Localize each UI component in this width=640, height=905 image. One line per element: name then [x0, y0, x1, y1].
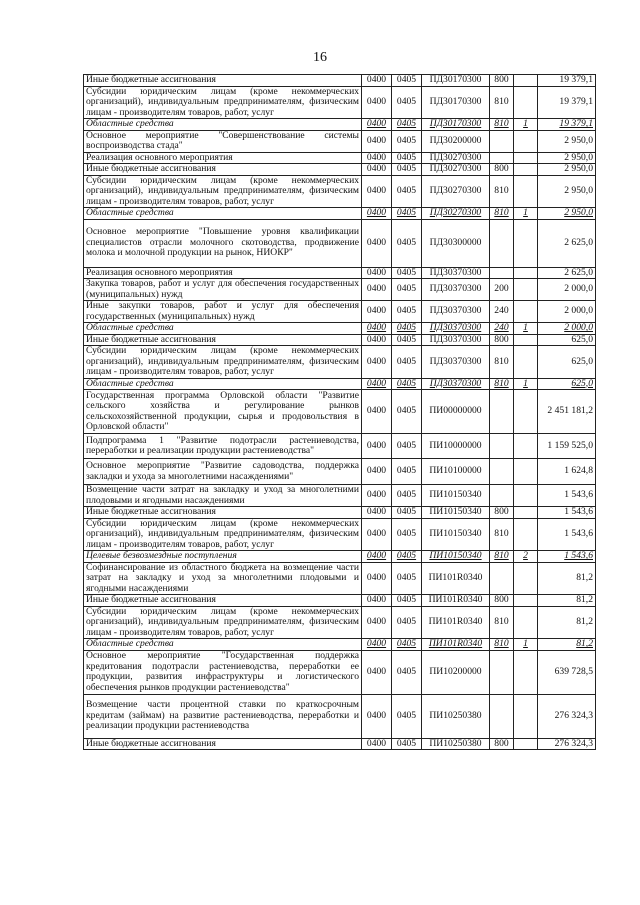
subsection-code: 0405 — [392, 119, 422, 131]
funding-source-code — [514, 267, 538, 279]
target-article-code: ПИ101R0340 — [422, 562, 490, 595]
section-code: 0400 — [362, 267, 392, 279]
expense-type-code: 800 — [490, 595, 514, 607]
amount: 1 543,6 — [538, 551, 596, 563]
target-article-code: ПД30370300 — [422, 334, 490, 346]
subsection-code: 0405 — [392, 334, 422, 346]
section-code: 0400 — [362, 518, 392, 551]
funding-source-code — [514, 219, 538, 267]
amount: 1 159 525,0 — [538, 434, 596, 459]
amount: 2 950,0 — [538, 164, 596, 176]
subsection-code: 0405 — [392, 346, 422, 379]
subsection-code: 0405 — [392, 152, 422, 164]
section-code: 0400 — [362, 75, 392, 87]
row-description: Основное мероприятие "Повышение уровня квалификации специалистов отрасли молочного скотоводства, продвижение молока и молочной продукции на рынок, НИОКР" — [84, 219, 362, 267]
funding-source-code — [514, 595, 538, 607]
section-code: 0400 — [362, 485, 392, 507]
funding-source-code: 1 — [514, 119, 538, 131]
subsection-code: 0405 — [392, 485, 422, 507]
section-code: 0400 — [362, 334, 392, 346]
expense-type-code: 810 — [490, 175, 514, 208]
target-article-code: ПИ10150340 — [422, 551, 490, 563]
subsection-code: 0405 — [392, 595, 422, 607]
amount: 2 950,0 — [538, 208, 596, 220]
section-code: 0400 — [362, 738, 392, 750]
subsection-code: 0405 — [392, 639, 422, 651]
row-description: Реализация основного мероприятия — [84, 267, 362, 279]
amount: 81,2 — [538, 639, 596, 651]
row-description: Иные бюджетные ассигнования — [84, 334, 362, 346]
row-description: Иные бюджетные ассигнования — [84, 507, 362, 519]
subsection-code: 0405 — [392, 219, 422, 267]
row-description: Софинансирование из областного бюджета на возмещение части затрат на закладку и уход за многолетними плодовыми и ягодными насаждениями — [84, 562, 362, 595]
target-article-code: ПИ10100000 — [422, 459, 490, 485]
amount: 2 000,0 — [538, 301, 596, 323]
subsection-code: 0405 — [392, 562, 422, 595]
subsection-code: 0405 — [392, 130, 422, 152]
amount: 1 624,8 — [538, 459, 596, 485]
row-description: Государственная программа Орловской области "Развитие сельского хозяйства и регулирование рынков сельскохозяйственной продукции, сырья и продовольствия в Орловской области" — [84, 390, 362, 434]
funding-source-code: 1 — [514, 639, 538, 651]
subsection-code: 0405 — [392, 208, 422, 220]
row-description: Иные закупки товаров, работ и услуг для обеспечения государственных (муниципальных) нужд — [84, 301, 362, 323]
amount: 276 324,3 — [538, 738, 596, 750]
amount: 2 000,0 — [538, 323, 596, 335]
funding-source-code — [514, 75, 538, 87]
subsection-code: 0405 — [392, 279, 422, 301]
page-number: 16 — [313, 50, 327, 65]
table-row — [84, 606, 596, 639]
target-article-code: ПИ101R0340 — [422, 595, 490, 607]
section-code: 0400 — [362, 551, 392, 563]
funding-source-code — [514, 459, 538, 485]
table-row — [84, 301, 596, 323]
row-description: Субсидии юридическим лицам (кроме некоммерческих организаций), индивидуальным предпринимателям, физическим лицам - производителям товаров, работ, услуг — [84, 518, 362, 551]
section-code: 0400 — [362, 434, 392, 459]
expense-type-code: 810 — [490, 551, 514, 563]
target-article-code: ПД30200000 — [422, 130, 490, 152]
section-code: 0400 — [362, 346, 392, 379]
expense-type-code: 200 — [490, 279, 514, 301]
amount: 81,2 — [538, 606, 596, 639]
expense-type-code — [490, 650, 514, 694]
section-code: 0400 — [362, 507, 392, 519]
table-row — [84, 152, 596, 164]
row-description: Закупка товаров, работ и услуг для обеспечения государственных (муниципальных) нужд — [84, 279, 362, 301]
amount: 19 379,1 — [538, 86, 596, 119]
subsection-code: 0405 — [392, 301, 422, 323]
section-code: 0400 — [362, 86, 392, 119]
section-code: 0400 — [362, 208, 392, 220]
target-article-code: ПД30270300 — [422, 164, 490, 176]
amount: 2 625,0 — [538, 267, 596, 279]
funding-source-code — [514, 346, 538, 379]
target-article-code: ПД30370300 — [422, 267, 490, 279]
table-row — [84, 551, 596, 563]
target-article-code: ПД30300000 — [422, 219, 490, 267]
subsection-code: 0405 — [392, 738, 422, 750]
expense-type-code: 810 — [490, 119, 514, 131]
subsection-code: 0405 — [392, 694, 422, 738]
table-row — [84, 507, 596, 519]
expense-type-code: 810 — [490, 86, 514, 119]
section-code: 0400 — [362, 694, 392, 738]
expense-type-code: 810 — [490, 639, 514, 651]
funding-source-code — [514, 334, 538, 346]
target-article-code: ПИ10000000 — [422, 434, 490, 459]
table-row — [84, 119, 596, 131]
section-code: 0400 — [362, 164, 392, 176]
amount: 625,0 — [538, 346, 596, 379]
row-description: Реализация основного мероприятия — [84, 152, 362, 164]
row-description: Возмещение части затрат на закладку и уход за многолетними плодовыми и ягодными насаждениями — [84, 485, 362, 507]
table-row — [84, 86, 596, 119]
table-row — [84, 485, 596, 507]
amount: 2 950,0 — [538, 175, 596, 208]
row-description: Основное мероприятие "Развитие садоводства, поддержка закладки и ухода за многолетними насаждениями" — [84, 459, 362, 485]
table-row — [84, 595, 596, 607]
section-code: 0400 — [362, 130, 392, 152]
section-code: 0400 — [362, 279, 392, 301]
table-row — [84, 738, 596, 750]
target-article-code: ПИ10250380 — [422, 694, 490, 738]
section-code: 0400 — [362, 119, 392, 131]
section-code: 0400 — [362, 152, 392, 164]
section-code: 0400 — [362, 595, 392, 607]
target-article-code: ПД30170300 — [422, 86, 490, 119]
expense-type-code: 810 — [490, 606, 514, 639]
expense-type-code: 800 — [490, 738, 514, 750]
expense-type-code — [490, 267, 514, 279]
subsection-code: 0405 — [392, 518, 422, 551]
subsection-code: 0405 — [392, 390, 422, 434]
section-code: 0400 — [362, 459, 392, 485]
expense-type-code — [490, 694, 514, 738]
expense-type-code: 810 — [490, 518, 514, 551]
expense-type-code: 800 — [490, 334, 514, 346]
target-article-code: ПИ00000000 — [422, 390, 490, 434]
section-code: 0400 — [362, 639, 392, 651]
expense-type-code — [490, 390, 514, 434]
row-description: Областные средства — [84, 119, 362, 131]
row-description: Целевые безвозмездные поступления — [84, 551, 362, 563]
funding-source-code — [514, 738, 538, 750]
funding-source-code: 2 — [514, 551, 538, 563]
amount: 2 625,0 — [538, 219, 596, 267]
table-row — [84, 175, 596, 208]
section-code: 0400 — [362, 390, 392, 434]
table-row — [84, 390, 596, 434]
funding-source-code — [514, 301, 538, 323]
funding-source-code — [514, 390, 538, 434]
target-article-code: ПИ10150340 — [422, 518, 490, 551]
row-description: Субсидии юридическим лицам (кроме некоммерческих организаций), индивидуальным предпринимателям, физическим лицам - производителям товаров, работ, услуг — [84, 606, 362, 639]
amount: 2 000,0 — [538, 279, 596, 301]
subsection-code: 0405 — [392, 507, 422, 519]
subsection-code: 0405 — [392, 175, 422, 208]
row-description: Возмещение части процентной ставки по краткосрочным кредитам (займам) на развитие растениеводства, переработки и реализации продукции растениеводства — [84, 694, 362, 738]
table-row — [84, 219, 596, 267]
row-description: Субсидии юридическим лицам (кроме некоммерческих организаций), индивидуальным предпринимателям, физическим лицам - производителям товаров, работ, услуг — [84, 346, 362, 379]
target-article-code: ПИ10200000 — [422, 650, 490, 694]
target-article-code: ПД30370300 — [422, 378, 490, 390]
amount: 625,0 — [538, 378, 596, 390]
funding-source-code: 1 — [514, 323, 538, 335]
target-article-code: ПД30370300 — [422, 279, 490, 301]
expense-type-code — [490, 130, 514, 152]
table-row — [84, 650, 596, 694]
section-code: 0400 — [362, 219, 392, 267]
table-row — [84, 130, 596, 152]
target-article-code: ПД30370300 — [422, 323, 490, 335]
table-row — [84, 346, 596, 379]
funding-source-code — [514, 606, 538, 639]
row-description: Субсидии юридическим лицам (кроме некоммерческих организаций), индивидуальным предпринимателям, физическим лицам - производителям товаров, работ, услуг — [84, 86, 362, 119]
subsection-code: 0405 — [392, 267, 422, 279]
funding-source-code — [514, 86, 538, 119]
target-article-code: ПД30270300 — [422, 208, 490, 220]
expense-type-code: 810 — [490, 208, 514, 220]
subsection-code: 0405 — [392, 434, 422, 459]
row-description: Основное мероприятие "Государственная поддержка кредитования подотрасли растениеводства, переработки ее продукции, развития инфраструктуры и логистического обеспечения рынков продукции растениеводства" — [84, 650, 362, 694]
table-row — [84, 378, 596, 390]
table-row — [84, 694, 596, 738]
table-row — [84, 334, 596, 346]
table-row — [84, 639, 596, 651]
table-row — [84, 434, 596, 459]
funding-source-code — [514, 518, 538, 551]
target-article-code: ПД30270300 — [422, 152, 490, 164]
amount: 2 451 181,2 — [538, 390, 596, 434]
amount: 19 379,1 — [538, 75, 596, 87]
expense-type-code: 800 — [490, 507, 514, 519]
expense-type-code: 240 — [490, 323, 514, 335]
row-description: Областные средства — [84, 323, 362, 335]
section-code: 0400 — [362, 606, 392, 639]
row-description: Иные бюджетные ассигнования — [84, 738, 362, 750]
row-description: Основное мероприятие "Совершенствование системы воспроизводства стада" — [84, 130, 362, 152]
amount: 1 543,6 — [538, 518, 596, 551]
subsection-code: 0405 — [392, 75, 422, 87]
subsection-code: 0405 — [392, 378, 422, 390]
table-body — [84, 75, 596, 750]
expense-type-code — [490, 485, 514, 507]
table-row — [84, 279, 596, 301]
table-row — [84, 208, 596, 220]
row-description: Областные средства — [84, 208, 362, 220]
subsection-code: 0405 — [392, 164, 422, 176]
amount: 81,2 — [538, 595, 596, 607]
expense-type-code — [490, 562, 514, 595]
target-article-code: ПИ10150340 — [422, 507, 490, 519]
amount: 276 324,3 — [538, 694, 596, 738]
expense-type-code: 810 — [490, 378, 514, 390]
expense-type-code: 800 — [490, 164, 514, 176]
funding-source-code — [514, 507, 538, 519]
table-row — [84, 562, 596, 595]
subsection-code: 0405 — [392, 86, 422, 119]
section-code: 0400 — [362, 378, 392, 390]
row-description: Областные средства — [84, 639, 362, 651]
target-article-code: ПИ10150340 — [422, 485, 490, 507]
row-description: Иные бюджетные ассигнования — [84, 75, 362, 87]
target-article-code: ПИ101R0340 — [422, 639, 490, 651]
table-row — [84, 267, 596, 279]
row-description: Областные средства — [84, 378, 362, 390]
subsection-code: 0405 — [392, 650, 422, 694]
expense-type-code: 810 — [490, 346, 514, 379]
expense-type-code: 240 — [490, 301, 514, 323]
table-row — [84, 459, 596, 485]
funding-source-code — [514, 694, 538, 738]
amount: 2 950,0 — [538, 130, 596, 152]
section-code: 0400 — [362, 175, 392, 208]
subsection-code: 0405 — [392, 551, 422, 563]
row-description: Субсидии юридическим лицам (кроме некоммерческих организаций), индивидуальным предпринимателям, физическим лицам - производителям товаров, работ, услуг — [84, 175, 362, 208]
target-article-code: ПИ101R0340 — [422, 606, 490, 639]
funding-source-code: 1 — [514, 378, 538, 390]
subsection-code: 0405 — [392, 323, 422, 335]
section-code: 0400 — [362, 562, 392, 595]
amount: 19 379,1 — [538, 119, 596, 131]
funding-source-code — [514, 434, 538, 459]
expense-type-code — [490, 434, 514, 459]
row-description: Подпрограмма 1 "Развитие подотрасли растениеводства, переработки и реализации продукции растениеводства" — [84, 434, 362, 459]
section-code: 0400 — [362, 650, 392, 694]
expense-type-code — [490, 219, 514, 267]
table-row — [84, 164, 596, 176]
funding-source-code — [514, 152, 538, 164]
table-row — [84, 323, 596, 335]
funding-source-code — [514, 279, 538, 301]
row-description: Иные бюджетные ассигнования — [84, 164, 362, 176]
funding-source-code — [514, 485, 538, 507]
amount: 81,2 — [538, 562, 596, 595]
amount: 1 543,6 — [538, 507, 596, 519]
target-article-code: ПД30270300 — [422, 175, 490, 208]
funding-source-code: 1 — [514, 208, 538, 220]
target-article-code: ПД30370300 — [422, 346, 490, 379]
amount: 1 543,6 — [538, 485, 596, 507]
funding-source-code — [514, 130, 538, 152]
table-row — [84, 518, 596, 551]
expense-type-code: 800 — [490, 75, 514, 87]
row-description: Иные бюджетные ассигнования — [84, 595, 362, 607]
budget-table — [83, 74, 596, 750]
section-code: 0400 — [362, 301, 392, 323]
subsection-code: 0405 — [392, 606, 422, 639]
funding-source-code — [514, 175, 538, 208]
amount: 639 728,5 — [538, 650, 596, 694]
table-row — [84, 75, 596, 87]
target-article-code: ПИ10250380 — [422, 738, 490, 750]
funding-source-code — [514, 562, 538, 595]
target-article-code: ПД30370300 — [422, 301, 490, 323]
subsection-code: 0405 — [392, 459, 422, 485]
expense-type-code — [490, 459, 514, 485]
target-article-code: ПД30170300 — [422, 75, 490, 87]
target-article-code: ПД30170300 — [422, 119, 490, 131]
expense-type-code — [490, 152, 514, 164]
amount: 625,0 — [538, 334, 596, 346]
funding-source-code — [514, 650, 538, 694]
funding-source-code — [514, 164, 538, 176]
amount: 2 950,0 — [538, 152, 596, 164]
section-code: 0400 — [362, 323, 392, 335]
